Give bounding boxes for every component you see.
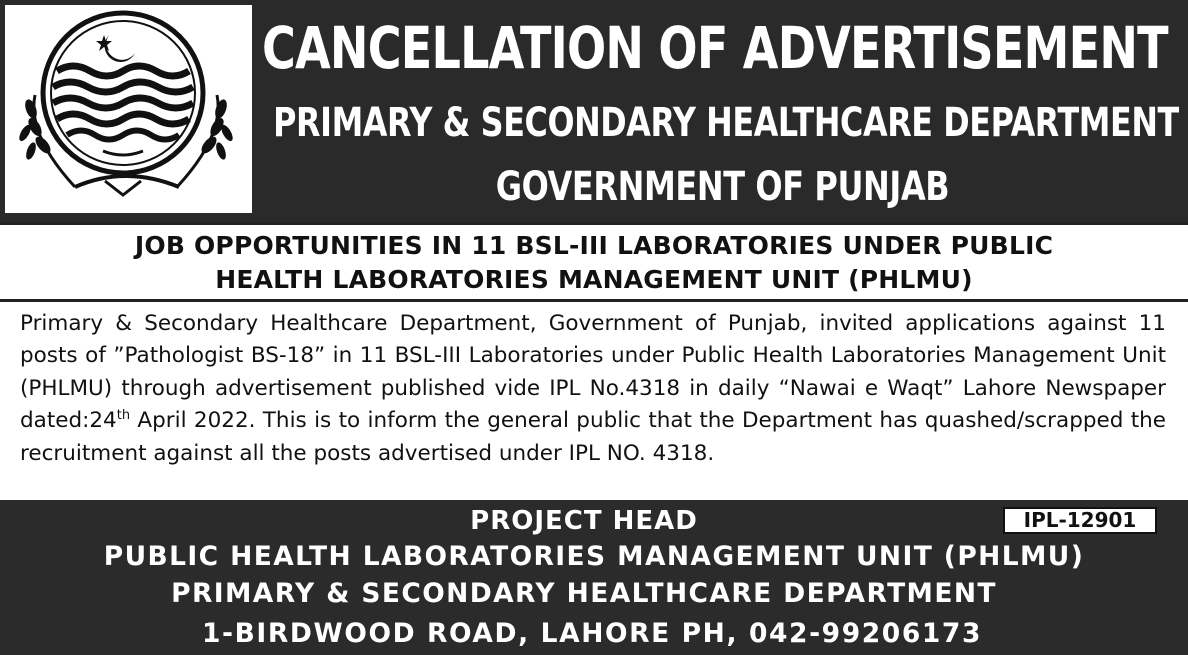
notice-body [0, 302, 1188, 500]
punjab-government-emblem-icon [5, 5, 252, 213]
unit-name: PUBLIC HEALTH LABORATORIES MANAGEMENT UNIT (PHLMU) [103, 541, 1085, 572]
logo-panel [5, 5, 252, 213]
government-name-text: GOVERNMENT OF PUNJAB [495, 164, 949, 210]
page-title: CANCELLATION OF ADVERTISEMENT [262, 14, 1168, 82]
subject-line-1: JOB OPPORTUNITIES IN 11 BSL-III LABORATORIES UNDER PUBLIC [134, 231, 1054, 260]
notice-text-part-1: Primary & Secondary Healthcare Department, Government of Punjab, invited applications against 11 posts of ”Pathologist BS-18” in 11 BSL-III Laboratories under Public Health Laboratories Management Unit (PHLMU) through advertisement published vide IPL No.4318 in daily “Nawai e Waqt” Lahore Newspaper dated:24 [20, 311, 1166, 434]
ipl-code-badge: IPL-12901 [1003, 507, 1157, 534]
header-banner [0, 0, 1188, 222]
department-name: PRIMARY & SECONDARY HEALTHCARE DEPARTMENT [273, 100, 1179, 146]
subject-line-2: HEALTH LABORATORIES MANAGEMENT UNIT (PHLMU) [215, 265, 973, 294]
address-phone: 1-BIRDWOOD ROAD, LAHORE PH, 042-99206173 [202, 618, 982, 649]
subject-band [0, 222, 1188, 302]
footer-department-name: PRIMARY & SECONDARY HEALTHCARE DEPARTMENT [171, 578, 997, 609]
signatory-title: PROJECT HEAD [470, 506, 698, 536]
government-name [262, 156, 1182, 218]
date-ordinal-suffix: th [116, 408, 131, 424]
notice-paragraph [20, 308, 1166, 470]
notice-text-part-2: April 2022. This is to inform the general public that the Department has quashed/scrapped the recruitment against all the posts advertised under IPL NO. 4318. [20, 408, 1166, 466]
